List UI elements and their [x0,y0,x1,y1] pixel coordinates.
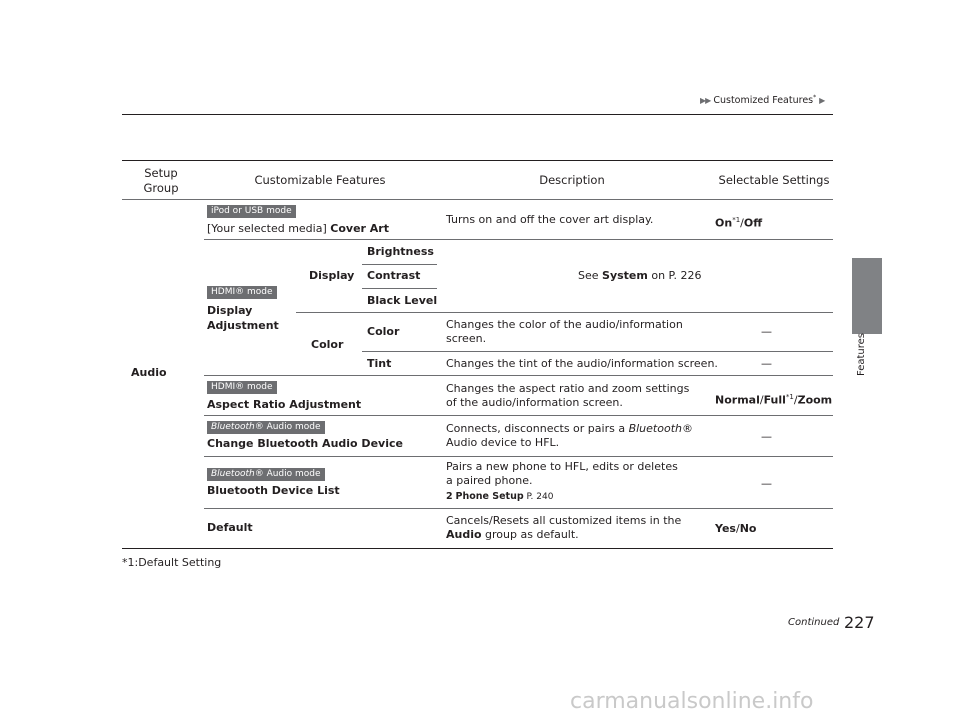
description-tint: Changes the tint of the audio/information screen. [446,357,718,370]
row-divider [296,312,833,313]
row-divider [362,351,833,352]
column-header-customizable-features: Customizable Features [254,173,386,187]
mode-badge-bluetooth-audio: Bluetooth® Audio mode [207,468,325,481]
breadcrumb [700,94,824,106]
breadcrumb-footnote-mark: * [813,94,817,101]
arrow-icon: ▶ [819,96,825,106]
description-default: Cancels/Resets all customized items in the Audio group as default. [446,514,682,541]
mode-badge-ipod-usb: iPod or USB mode [207,205,296,218]
settings-color: — [761,325,772,338]
column-header-description: Description [539,173,605,187]
feature-default: Default [207,521,253,534]
row-divider [362,288,437,289]
description-color: Changes the color of the audio/information screen. [446,318,683,345]
settings-change-bluetooth-device: — [761,430,772,443]
setting-color: Color [367,325,400,338]
row-divider [204,456,833,457]
section-tab [852,258,882,334]
header-rule [122,114,833,115]
row-divider [204,508,833,509]
column-header-setup-group: Setup Group [143,166,179,195]
settings-default: Yes/No [715,522,757,535]
row-divider [204,239,833,240]
row-divider [204,375,833,376]
description-cover-art: Turns on and off the cover art display. [446,213,654,226]
feature-aspect-ratio: Aspect Ratio Adjustment [207,398,362,411]
table-top-border [122,160,833,161]
settings-tint: — [761,357,772,370]
mode-badge-hdmi: HDMI® mode [207,286,277,299]
setup-group-audio: Audio [131,366,167,379]
setting-black-level: Black Level [367,294,438,307]
settings-cover-art: On$^{*1}$/Off [715,216,763,230]
feature-bluetooth-device-list: Bluetooth Device List [207,484,340,497]
feature-display-adjustment: Display Adjustment [207,304,279,332]
settings-aspect-ratio: Normal/Full$^{*1}$/Zoom [715,393,833,407]
settings-bluetooth-device-list: — [761,477,772,490]
subgroup-display: Display [309,269,355,282]
feature-cover-art [207,222,389,236]
subgroup-color: Color [311,338,344,351]
description-aspect-ratio: Changes the aspect ratio and zoom settings of the audio/information screen. [446,382,690,409]
description-bluetooth-device-list: Pairs a new phone to HFL, edits or deletes a paired phone. [446,460,678,487]
breadcrumb-text: Customized Features [713,95,814,107]
row-divider [204,415,833,416]
table-bottom-border [122,548,833,549]
description-change-bluetooth-device: Connects, disconnects or pairs a Bluetooth® Audio device to HFL. [446,422,693,449]
media-prefix: [Your selected media] [207,222,327,235]
header-bottom-border [122,199,833,200]
continued-label: Continued [788,617,840,628]
feature-name: Cover Art [330,222,389,235]
phone-setup-reference[interactable]: 2 Phone Setup P. 240 [446,491,554,502]
setting-brightness: Brightness [367,245,434,258]
mode-badge-hdmi: HDMI® mode [207,381,277,394]
row-divider [362,264,437,265]
mode-badge-bluetooth-audio: Bluetooth® Audio mode [207,421,325,434]
feature-change-bluetooth-device: Change Bluetooth Audio Device [207,437,403,450]
footnote-default-setting: *1:Default Setting [122,556,222,569]
watermark: carmanualsonline.info [570,689,814,714]
column-header-selectable-settings: Selectable Settings [718,173,830,187]
section-tab-label: Features [856,333,867,376]
setting-contrast: Contrast [367,269,421,282]
double-arrow-icon: ▶▶ [700,96,711,106]
page-number: 227 [844,613,875,632]
see-system-reference[interactable]: See System on P. 226 [578,269,702,282]
reference-icon: 2 [446,491,453,502]
setting-tint: Tint [367,357,392,370]
